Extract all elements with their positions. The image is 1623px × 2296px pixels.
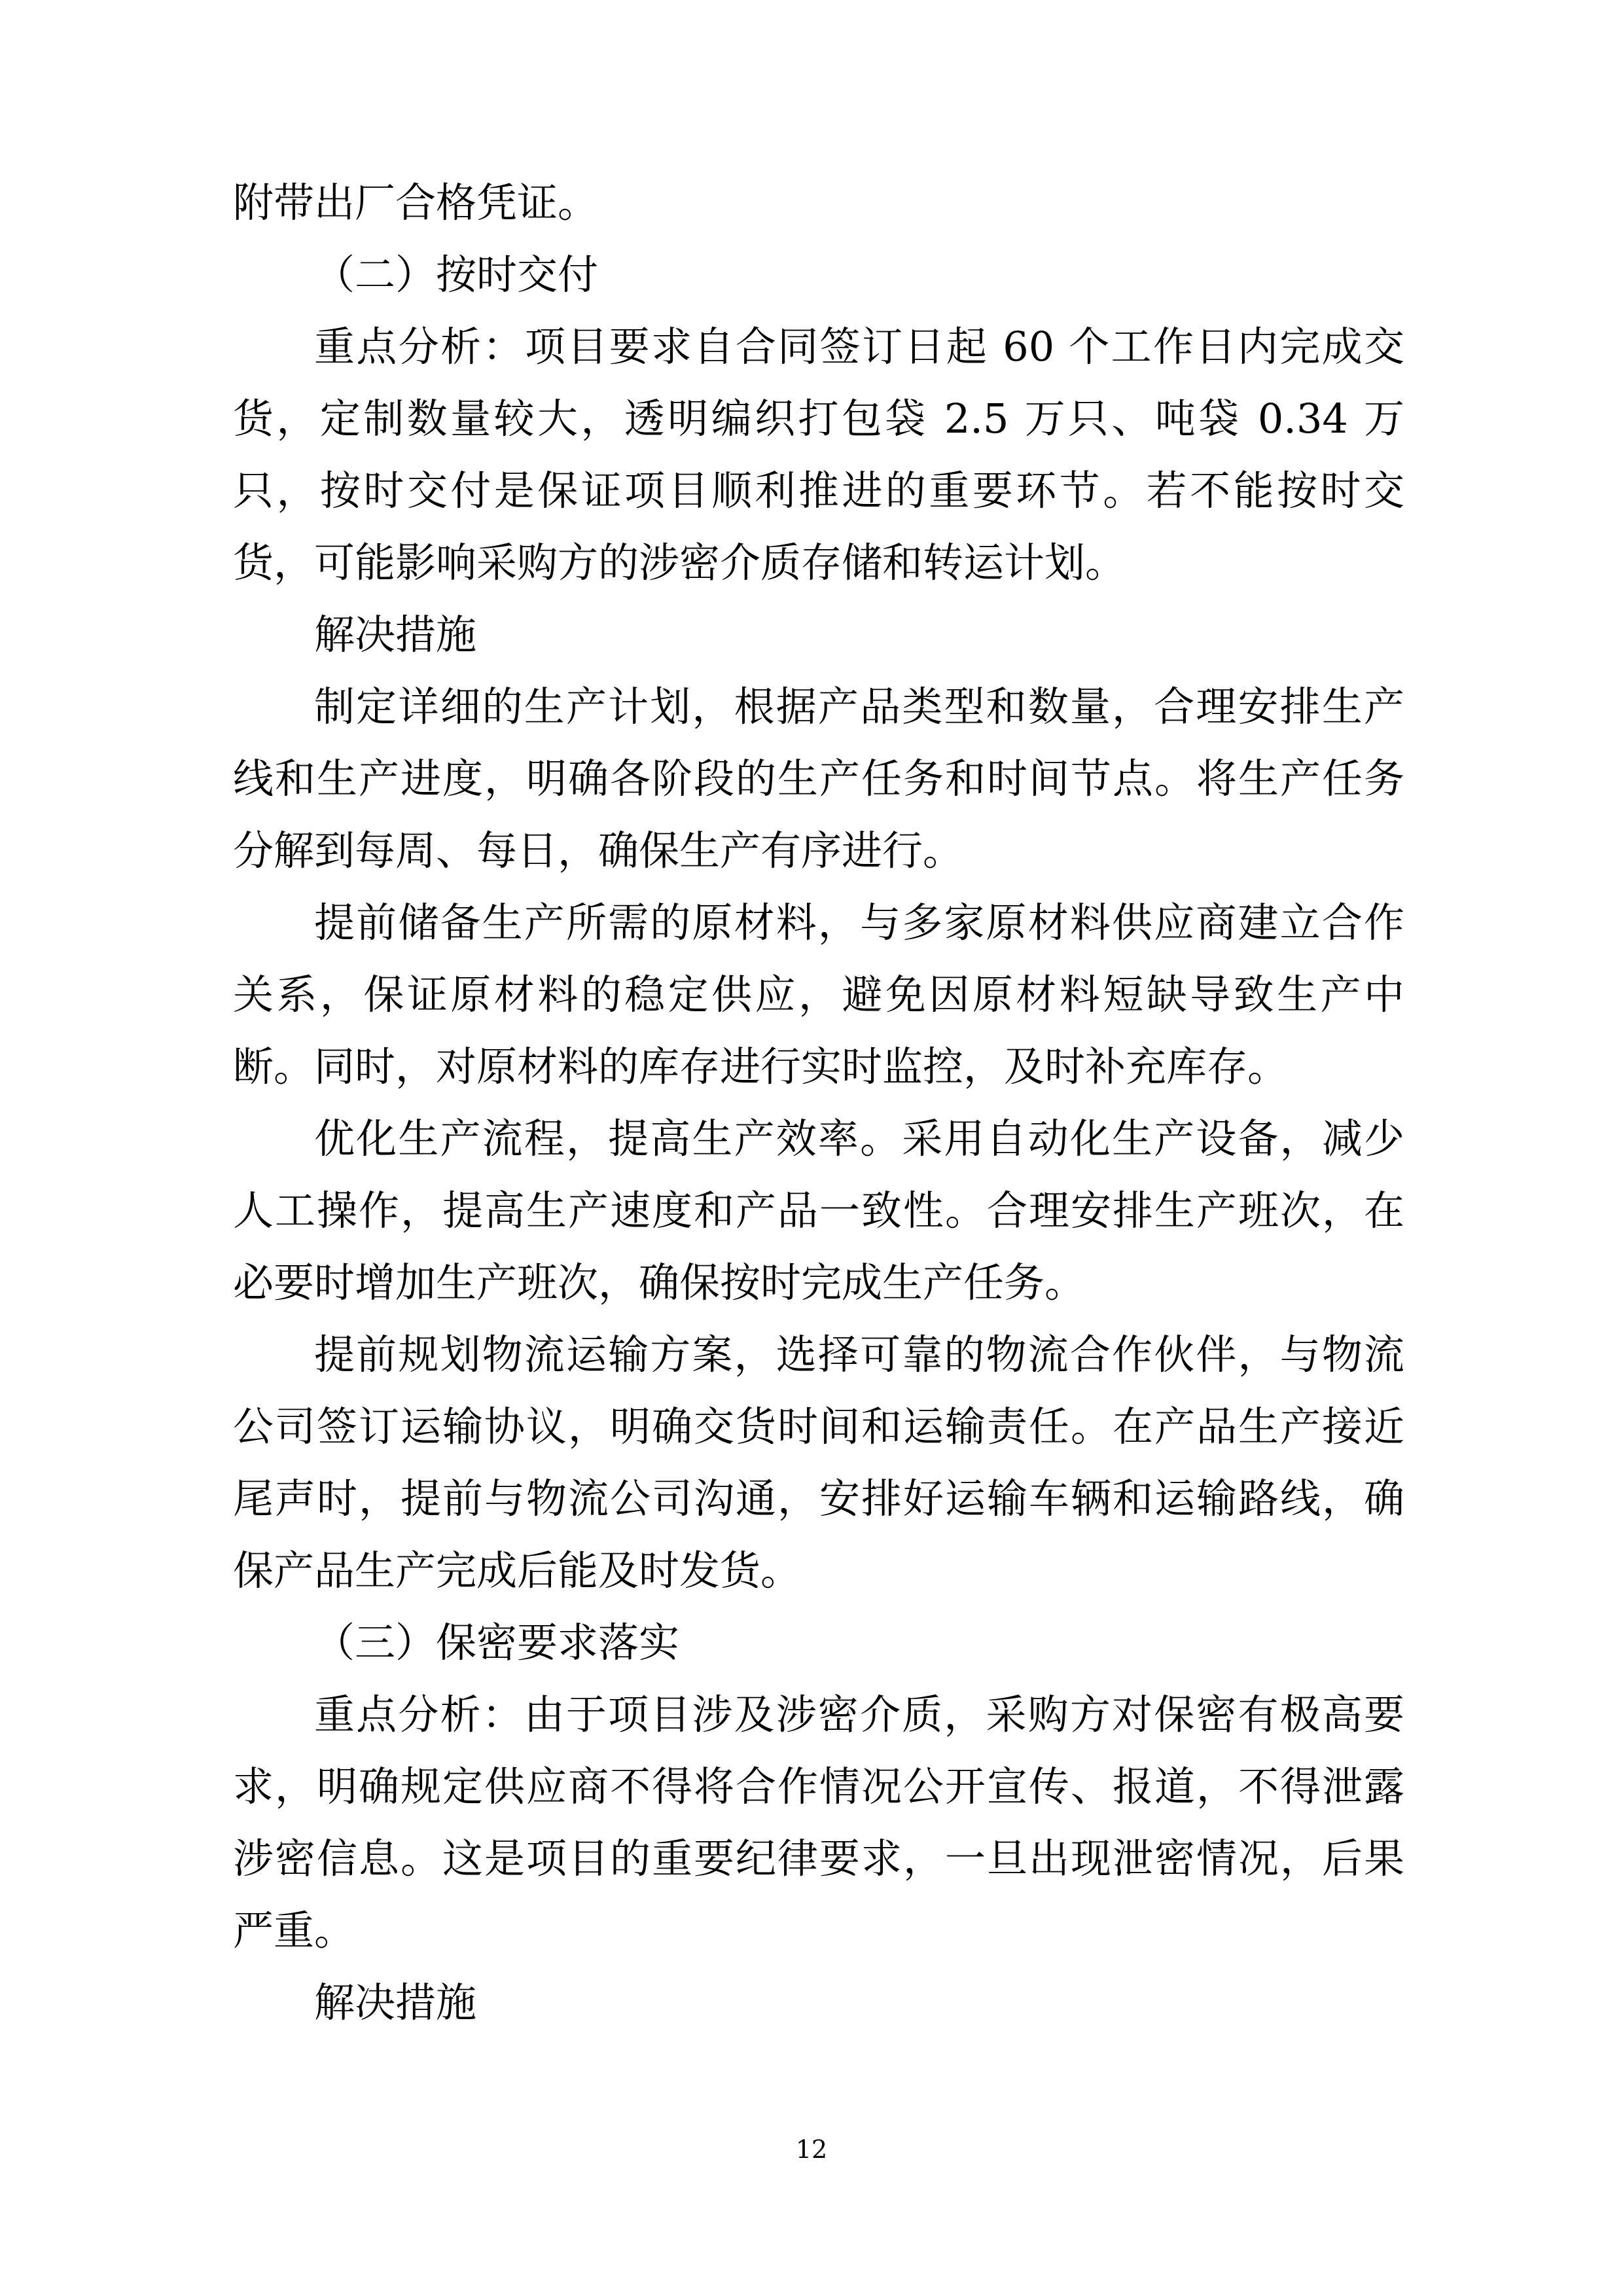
paragraph-solution-process-optimization: 优化生产流程，提高生产效率。采用自动化生产设备，减少人工操作，提高生产速度和产品一致性。合理安排生产班次，在必要时增加生产班次，确保按时完成生产任务。 [233, 1115, 1404, 1306]
paragraph-continued-line: 附带出厂合格凭证。 [233, 179, 599, 226]
heading-section-two: （二）按时交付 [314, 251, 599, 298]
paragraph-solution-production-plan: 制定详细的生产计划，根据产品类型和数量，合理安排生产线和生产进度，明确各阶段的生产任务和时间节点。将生产任务分解到每周、每日，确保生产有序进行。 [233, 683, 1404, 874]
label-solution-measures-delivery: 解决措施 [314, 611, 477, 658]
paragraph-solution-logistics: 提前规划物流运输方案，选择可靠的物流合作伙伴，与物流公司签订运输协议，明确交货时间和运输责任。在产品生产接近尾声时，提前与物流公司沟通，安排好运输车辆和运输路线，确保产品生产完成后能及时发货。 [233, 1331, 1404, 1594]
heading-section-three: （三）保密要求落实 [314, 1619, 680, 1666]
label-solution-measures-confidentiality: 解决措施 [314, 1979, 477, 2026]
paragraph-solution-raw-material: 提前储备生产所需的原材料，与多家原材料供应商建立合作关系，保证原材料的稳定供应，避免因原材料短缺导致生产中断。同时，对原材料的库存进行实时监控，及时补充库存。 [233, 899, 1404, 1090]
page-body-text [233, 167, 1404, 2039]
paragraph-key-analysis-delivery: 重点分析：项目要求自合同签订日起 60 个工作日内完成交货，定制数量较大，透明编织打包袋 2.5 万只、吨袋 0.34 万只，按时交付是保证项目顺利推进的重要环节。若不能按时交货，可能影响采购方的涉密介质存储和转运计划。 [233, 323, 1404, 586]
paragraph-key-analysis-confidentiality: 重点分析：由于项目涉及涉密介质，采购方对保密有极高要求，明确规定供应商不得将合作情况公开宣传、报道，不得泄露涉密信息。这是项目的重要纪律要求，一旦出现泄密情况，后果严重。 [233, 1691, 1404, 1954]
page-number: 12 [795, 2135, 828, 2164]
